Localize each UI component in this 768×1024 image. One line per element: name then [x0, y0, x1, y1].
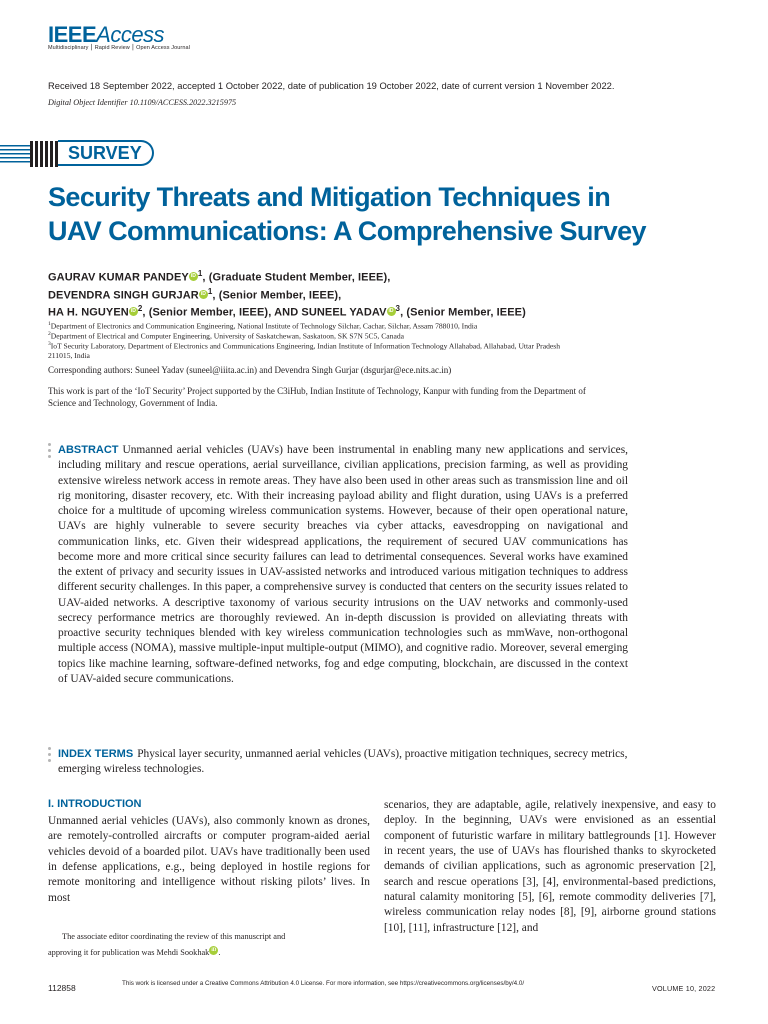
- title-line-1: Security Threats and Mitigation Techniques in: [48, 182, 611, 212]
- journal-tagline: Multidisciplinary ⎮ Rapid Review ⎮ Open Access Journal: [48, 45, 190, 51]
- affiliation-text: Department of Electrical and Computer Engineering, University of Saskatchewan, Saskatoon, SK S7N 5C5, Canada: [50, 331, 404, 341]
- funding-note: This work is part of the ‘IoT Security’ Project supported by the C3iHub, Indian Institute of Technology, Kanpur with funding from the Department of Science and Technology, Government of India.: [48, 386, 586, 408]
- abstract-dots: [48, 443, 52, 461]
- index-terms-label: INDEX TERMS: [58, 748, 134, 760]
- abstract: [58, 443, 628, 687]
- logo-ieee: IEEE: [48, 22, 97, 47]
- author-name: DEVENDRA SINGH GURJAR: [48, 289, 199, 302]
- author-affil-sup: 1: [207, 287, 213, 296]
- page-number: 112858: [48, 983, 76, 993]
- abstract-text: Unmanned aerial vehicles (UAVs) have been instrumental in enabling many new applications and services, including military and rescue operations, aerial surveillance, civilian applications, precision farming, as well as providing extensive wireless network access in remote areas. They have also been used in other areas such as transmission line and oil rig monitoring, disaster recovery, etc. With their increasing payload ability and flight duration, using UAVs is a preferred choice for a multitude of upcoming wireless communication systems. However, because of their open operational nature, UAVs are highly vulnerable to severe security breaches via cyber attacks, eavesdropping on navigational and communication links, etc. Given their widespread applications, the requirement of secured UAV communications has become more and more critical since security failures can lead to detrimental consequences. Several works have examined the extent of privacy and security issues in UAV-assisted networks and introduced various mitigation techniques to address different security challenges. In this paper, a comprehensive survey is conducted that centers on the security issues related to UAV-aided networks. A descriptive taxonomy of various security intrusions on the UAV networks and commonly-used secrecy performance metrics are thoroughly reviewed. An in-depth discussion is provided on alleviating threats with proactive security techniques blended with key wireless communication technologies such as mmWave, non-orthogonal multiple access (NOMA), massive multiple-input multiple-output (MIMO), and cognitive radio. Moreover, several emerging topics like machine learning, software-defined networks, fog and edge computing, blockchain, are discussed in the context of UAV-aided secure communications.: [58, 444, 628, 685]
- author-line-2: [48, 287, 341, 302]
- section-type-label: SURVEY: [58, 140, 154, 166]
- author-affil-sup: 1: [197, 269, 203, 278]
- doi: Digital Object Identifier 10.1109/ACCESS.2022.3215975: [48, 98, 237, 107]
- intro-left-column: Unmanned aerial vehicles (UAVs), also commonly known as drones, are remotely-controlled aircrafts or computer program-aided aerial vehicles devoid of a boarded pilot. UAVs have traditionally been used in defense applications, e.g., being deployed in hostile regions for remote monitoring and intelligence without risking pilots’ lives. In most: [48, 815, 370, 904]
- footnote-end: .: [218, 948, 221, 957]
- author-line-1: [48, 269, 390, 284]
- abstract-label: ABSTRACT: [58, 444, 119, 456]
- intro-right-column: scenarios, they are adaptable, agile, relatively inexpensive, and easy to deploy. In the beginning, UAVs were envisioned as an essential component of futuristic warfare in military battlegrounds [1]. However in recent years, the use of UAVs has flourished thanks to skyrocketed demands of civilian applications, such as agronomic preservation [2], search and rescue operations [3], [4], environmental-based predictions, natural calamity monitoring [5], [6], remote commodity deliveries [7], wireless communication relay nodes [8], [9], airborne ground stations [10], [11], infrastructure [12], and: [384, 799, 716, 934]
- orcid-icon[interactable]: iD: [190, 272, 196, 279]
- footnote-line-2: [48, 945, 370, 961]
- affiliation-text: Department of Electronics and Communication Engineering, National Institute of Technology Silchar, Cachar, Silchar, Assam 788010, India: [50, 321, 478, 331]
- footnote-line-1: The associate editor coordinating the review of this manuscript and: [62, 932, 286, 941]
- intro-heading: I. INTRODUCTION: [48, 798, 142, 810]
- author-affil-sup: 3: [395, 304, 401, 313]
- author-name: HA H. NGUYEN: [48, 306, 129, 319]
- index-terms-dots: [48, 747, 52, 765]
- paper-title: [48, 180, 648, 248]
- affiliation-number: 2: [48, 331, 51, 337]
- orcid-icon[interactable]: iD: [130, 307, 136, 314]
- author-affil-sup: 2: [137, 304, 143, 313]
- author-membership: , (Graduate Student Member, IEEE),: [202, 271, 391, 284]
- orcid-icon[interactable]: iD: [200, 290, 206, 297]
- affiliation-number: 3: [48, 341, 51, 347]
- index-terms-text: Physical layer security, unmanned aerial vehicles (UAVs), proactive mitigation techniques, secrecy metrics, emerging wireless technologies.: [58, 748, 628, 776]
- orcid-icon[interactable]: iD: [388, 307, 394, 314]
- author-membership: , (Senior Member, IEEE), AND: [142, 306, 302, 319]
- author-membership: , (Senior Member, IEEE),: [212, 289, 342, 302]
- affiliation-text: IoT Security Laboratory, Department of Electronics and Communications Engineering, Indian Institute of Information Technology Allahabad, Allahabad, Uttar Pradesh 211015, India: [48, 341, 560, 361]
- footnote-text: approving it for publication was Mehdi Sookhak: [48, 948, 210, 957]
- index-terms: [58, 747, 628, 778]
- title-line-2: UAV Communications: A Comprehensive Survey: [48, 216, 646, 246]
- affiliation-number: 1: [48, 321, 51, 327]
- volume-info: VOLUME 10, 2022: [652, 984, 716, 993]
- logo-access: Access: [96, 22, 165, 47]
- editor-footnote: [48, 929, 370, 961]
- corresponding-authors: Corresponding authors: Suneel Yadav (suneel@iiita.ac.in) and Devendra Singh Gurjar (dsgurjar@ece.nits.ac.in): [48, 365, 452, 375]
- affiliation-3: [48, 340, 568, 361]
- author-name: SUNEEL YADAV: [301, 306, 387, 319]
- license-note[interactable]: This work is licensed under a Creative Commons Attribution 4.0 License. For more information, see https://creativecommons.org/licenses/by/4.0/: [122, 980, 525, 987]
- author-line-3: [48, 304, 526, 319]
- orcid-icon[interactable]: iD: [211, 948, 217, 953]
- author-membership: , (Senior Member, IEEE): [400, 306, 526, 319]
- received-dates: Received 18 September 2022, accepted 1 October 2022, date of publication 19 October 2022, date of current version 1 November 2022.: [48, 80, 615, 91]
- author-name: GAURAV KUMAR PANDEY: [48, 271, 189, 284]
